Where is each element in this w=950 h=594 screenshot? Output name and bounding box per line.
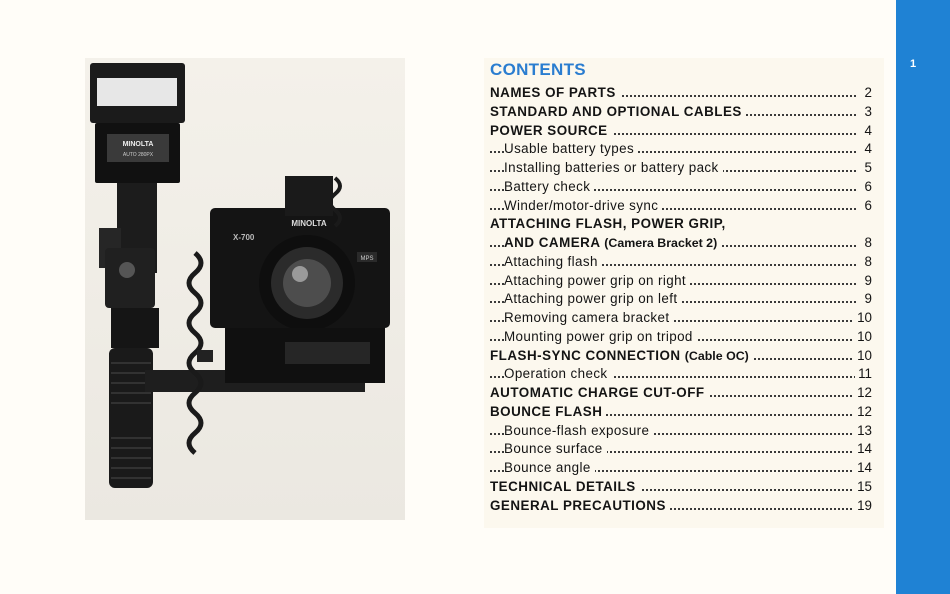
toc-entry-label: Installing batteries or battery pack (504, 160, 723, 175)
toc-entry-page: 19 (854, 498, 872, 513)
toc-entry (484, 196, 872, 215)
toc-entry-page: 5 (862, 160, 872, 175)
toc-entry-label: BOUNCE FLASH (490, 404, 606, 419)
flash-brand: MINOLTA (122, 141, 154, 148)
flash-window (97, 78, 177, 106)
toc-list (484, 83, 884, 514)
toc-entry-page: 15 (854, 479, 872, 494)
camera-flash-illustration (85, 58, 405, 520)
toc-entry (484, 271, 872, 290)
toc-entry (484, 158, 872, 177)
toc-entry (484, 327, 872, 346)
toc-entry (484, 346, 872, 365)
toc-entry-label: Operation check (504, 366, 612, 381)
table-of-contents (484, 58, 884, 528)
toc-entry (484, 102, 872, 121)
toc-entry (484, 233, 872, 252)
toc-entry (484, 402, 872, 421)
toc-entry (484, 289, 872, 308)
toc-entry-label: Winder/motor-drive sync (504, 198, 662, 213)
toc-entry-page: 6 (862, 198, 872, 213)
product-photo (85, 58, 405, 520)
toc-entry-page: 8 (862, 235, 872, 250)
toc-entry-label: Bounce surface (504, 441, 607, 456)
toc-entry (484, 177, 872, 196)
toc-entry-page: 14 (854, 441, 872, 456)
toc-entry-label: Bounce-flash exposure (504, 423, 653, 438)
toc-entry-page: 10 (854, 310, 872, 325)
toc-entry-label: TECHNICAL DETAILS (490, 479, 640, 494)
toc-entry-label: Usable battery types (504, 141, 638, 156)
toc-entry (484, 252, 872, 271)
toc-entry (484, 139, 872, 158)
toc-entry-page: 10 (854, 329, 872, 344)
toc-entry (484, 458, 872, 477)
toc-entry (484, 421, 872, 440)
toc-entry-page: 9 (862, 273, 872, 288)
toc-entry-label: Attaching power grip on right (504, 273, 690, 288)
toc-entry-label: Attaching flash (504, 254, 602, 269)
page-number: 1 (909, 58, 917, 70)
toc-entry (484, 121, 872, 140)
toc-entry-label: AND CAMERA (Camera Bracket 2) (504, 235, 721, 250)
toc-entry-label: POWER SOURCE (490, 123, 612, 138)
toc-entry-label: GENERAL PRECAUTIONS (490, 498, 670, 513)
toc-entry (484, 496, 872, 515)
toc-entry-suffix: (Camera Bracket 2) (604, 236, 718, 250)
toc-entry-label: STANDARD AND OPTIONAL CABLES (490, 104, 746, 119)
toc-entry (484, 83, 872, 102)
power-grip (109, 348, 153, 488)
toc-entry (484, 308, 872, 327)
toc-entry-label: ATTACHING FLASH, POWER GRIP, (490, 216, 730, 231)
toc-entry-page: 6 (862, 179, 872, 194)
side-tab (896, 0, 950, 594)
toc-entry-label: Attaching power grip on left (504, 291, 681, 306)
contents-heading: CONTENTS (490, 60, 586, 79)
toc-entry-page: 13 (854, 423, 872, 438)
toc-entry-label: Bounce angle (504, 460, 595, 475)
toc-entry-label: Battery check (504, 179, 594, 194)
toc-entry-page: 4 (862, 141, 872, 156)
toc-entry-page: 8 (862, 254, 872, 269)
toc-entry-suffix: (Cable OC) (684, 348, 749, 363)
toc-entry (484, 383, 872, 402)
toc-entry-page: 12 (854, 385, 872, 400)
toc-entry-page: 4 (862, 123, 872, 138)
toc-entry (484, 439, 872, 458)
flash-model: AUTO 280PX (122, 152, 154, 158)
camera-model: X-700 (233, 233, 255, 242)
camera-brand: MINOLTA (291, 219, 327, 228)
toc-entry (484, 364, 872, 383)
toc-entry-page: 11 (855, 366, 872, 381)
toc-entry-page: 2 (862, 85, 872, 100)
toc-entry-label: Mounting power grip on tripod (504, 329, 697, 344)
toc-entry (484, 214, 872, 233)
toc-entry-page: 14 (854, 460, 872, 475)
toc-entry-page: 10 (854, 348, 872, 363)
toc-entry-label: AUTOMATIC CHARGE CUT-OFF (490, 385, 709, 400)
toc-entry-page: 12 (854, 404, 872, 419)
toc-entry-label: FLASH-SYNC CONNECTION (Cable OC) (490, 348, 753, 363)
toc-entry-label: NAMES OF PARTS (490, 85, 620, 100)
toc-entry (484, 477, 872, 496)
camera-prism (285, 176, 333, 216)
toc-entry-page: 9 (862, 291, 872, 306)
toc-entry-page: 3 (862, 104, 872, 119)
camera-badge: MPS (360, 256, 374, 262)
bracket-upper (105, 248, 155, 308)
toc-entry-label: Removing camera bracket (504, 310, 674, 325)
